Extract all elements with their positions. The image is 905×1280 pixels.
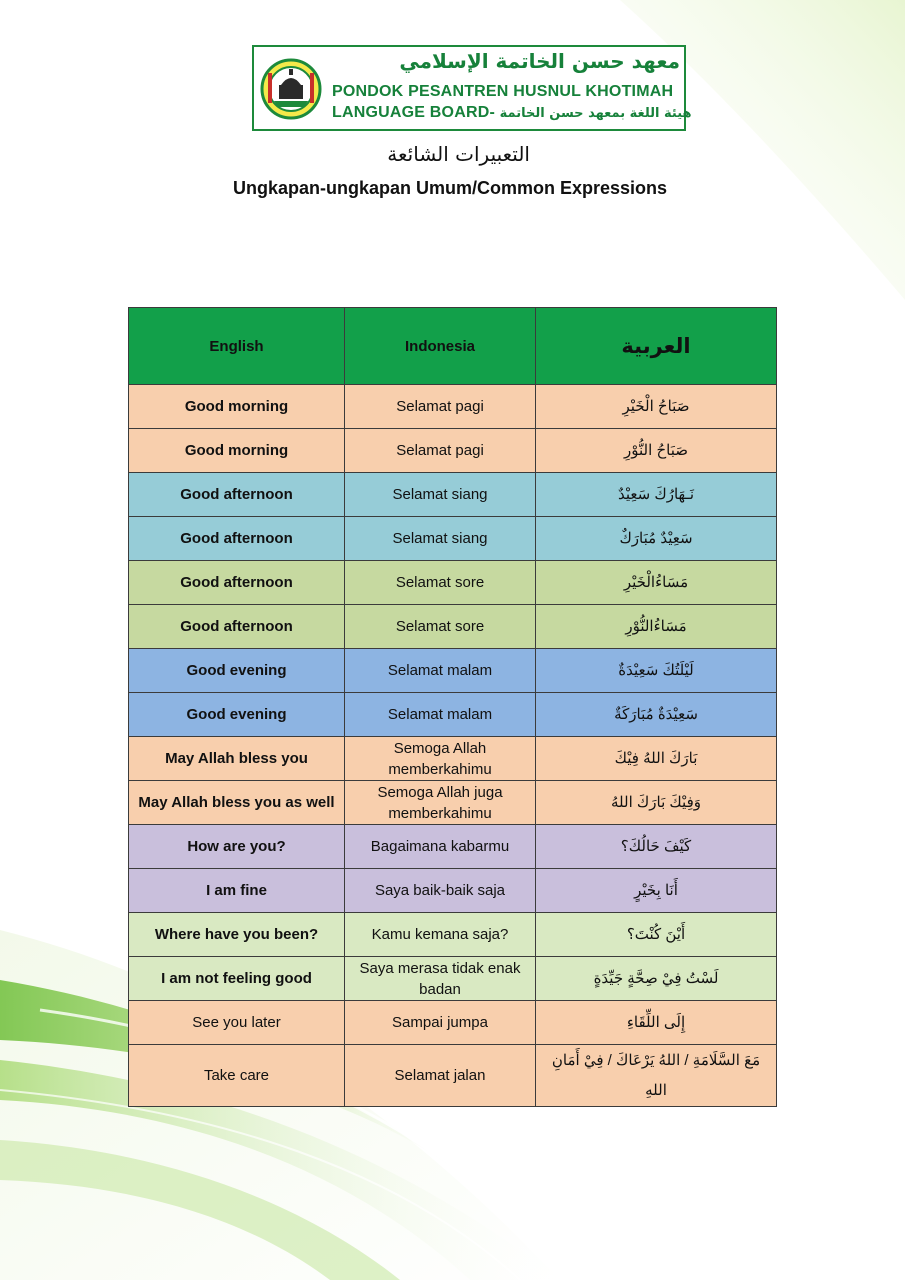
table-row (129, 429, 777, 473)
logo-arabic-name: معهد حسن الخاتمة الإسلامي (399, 49, 680, 73)
cell-english: Good afternoon (129, 605, 345, 649)
logo-language-board (332, 104, 692, 122)
table-row (129, 957, 777, 1001)
cell-arabic: لَسْتُ فِيْ صِحَّةٍ جَيِّدَةٍ (536, 957, 777, 1001)
cell-arabic: مَعَ السَّلَامَةِ / اللهُ يَرْعَاكَ / فِيْ أَمَانِ اللهِ (536, 1045, 777, 1107)
cell-arabic: لَيْلَتُكَ سَعِيْدَةٌ (536, 649, 777, 693)
cell-english: May Allah bless you as well (129, 781, 345, 825)
cell-arabic: صَبَاحُ النُّوْرِ (536, 429, 777, 473)
header-english: English (129, 308, 345, 385)
cell-indonesia: Selamat malam (345, 693, 536, 737)
cell-english: Good morning (129, 385, 345, 429)
cell-arabic: كَيْفَ حَالُكَ؟ (536, 825, 777, 869)
table-row (129, 649, 777, 693)
logo-banner (252, 45, 692, 131)
cell-english: Good morning (129, 429, 345, 473)
cell-arabic: سَعِيْدٌ مُبَارَكٌ (536, 517, 777, 561)
cell-english: Where have you been? (129, 913, 345, 957)
table-row (129, 693, 777, 737)
table-row (129, 913, 777, 957)
cell-indonesia: Semoga Allah memberkahimu (345, 737, 536, 781)
cell-indonesia: Selamat sore (345, 605, 536, 649)
cell-english: Take care (129, 1045, 345, 1107)
table-row (129, 473, 777, 517)
cell-indonesia: Semoga Allah juga memberkahimu (345, 781, 536, 825)
header-indonesia: Indonesia (345, 308, 536, 385)
expressions-table (128, 307, 777, 1107)
logo-institution-name: PONDOK PESANTREN HUSNUL KHOTIMAH (332, 83, 674, 100)
table-row (129, 1045, 777, 1107)
cell-english: Good afternoon (129, 517, 345, 561)
cell-arabic: أَيْنَ كُنْتَ؟ (536, 913, 777, 957)
cell-arabic: بَارَكَ اللهُ فِيْكَ (536, 737, 777, 781)
cell-indonesia: Saya baik-baik saja (345, 869, 536, 913)
cell-arabic: إِلَى اللِّقَاءِ (536, 1001, 777, 1045)
table-row (129, 517, 777, 561)
cell-indonesia: Selamat malam (345, 649, 536, 693)
cell-arabic: مَسَاءُالنُّوْرِ (536, 605, 777, 649)
cell-arabic: مَسَاءُالْخَيْرِ (536, 561, 777, 605)
table-row (129, 385, 777, 429)
cell-english: See you later (129, 1001, 345, 1045)
cell-english: I am fine (129, 869, 345, 913)
cell-english: I am not feeling good (129, 957, 345, 1001)
table-header-row (129, 308, 777, 385)
cell-indonesia: Selamat pagi (345, 385, 536, 429)
cell-indonesia: Selamat pagi (345, 429, 536, 473)
cell-english: Good afternoon (129, 561, 345, 605)
cell-english: Good evening (129, 649, 345, 693)
page-title-arabic: التعبيرات الشائعة (387, 142, 530, 166)
cell-english: May Allah bless you (129, 737, 345, 781)
cell-indonesia: Saya merasa tidak enak badan (345, 957, 536, 1001)
cell-indonesia: Selamat sore (345, 561, 536, 605)
table-row (129, 781, 777, 825)
cell-indonesia: Sampai jumpa (345, 1001, 536, 1045)
cell-indonesia: Bagaimana kabarmu (345, 825, 536, 869)
table-row (129, 737, 777, 781)
cell-indonesia: Kamu kemana saja? (345, 913, 536, 957)
table-row (129, 561, 777, 605)
table-row (129, 605, 777, 649)
cell-english: Good evening (129, 693, 345, 737)
cell-arabic: سَعِيْدَةٌ مُبَارَكَةٌ (536, 693, 777, 737)
cell-english: Good afternoon (129, 473, 345, 517)
table-row (129, 1001, 777, 1045)
logo-language-board-arabic: هيئة اللغة بمعهد حسن الخاتمة (499, 106, 692, 121)
cell-english: How are you? (129, 825, 345, 869)
cell-arabic: وَفِيْكَ بَارَكَ اللهُ (536, 781, 777, 825)
cell-arabic: أَنَا بِخَيْرٍ (536, 869, 777, 913)
page-title-english: Ungkapan-ungkapan Umum/Common Expressions (232, 178, 668, 198)
logo-language-board-label: LANGUAGE BOARD- (332, 104, 495, 121)
cell-indonesia: Selamat siang (345, 473, 536, 517)
table-row (129, 825, 777, 869)
cell-indonesia: Selamat siang (345, 517, 536, 561)
cell-arabic: صَبَاحُ الْخَيْرِ (536, 385, 777, 429)
header-arabic: العربية (536, 308, 777, 385)
pesantren-emblem-icon (260, 51, 322, 127)
cell-indonesia: Selamat jalan (345, 1045, 536, 1107)
table-row (129, 869, 777, 913)
cell-arabic: نَـهَارُكَ سَعِيْدٌ (536, 473, 777, 517)
